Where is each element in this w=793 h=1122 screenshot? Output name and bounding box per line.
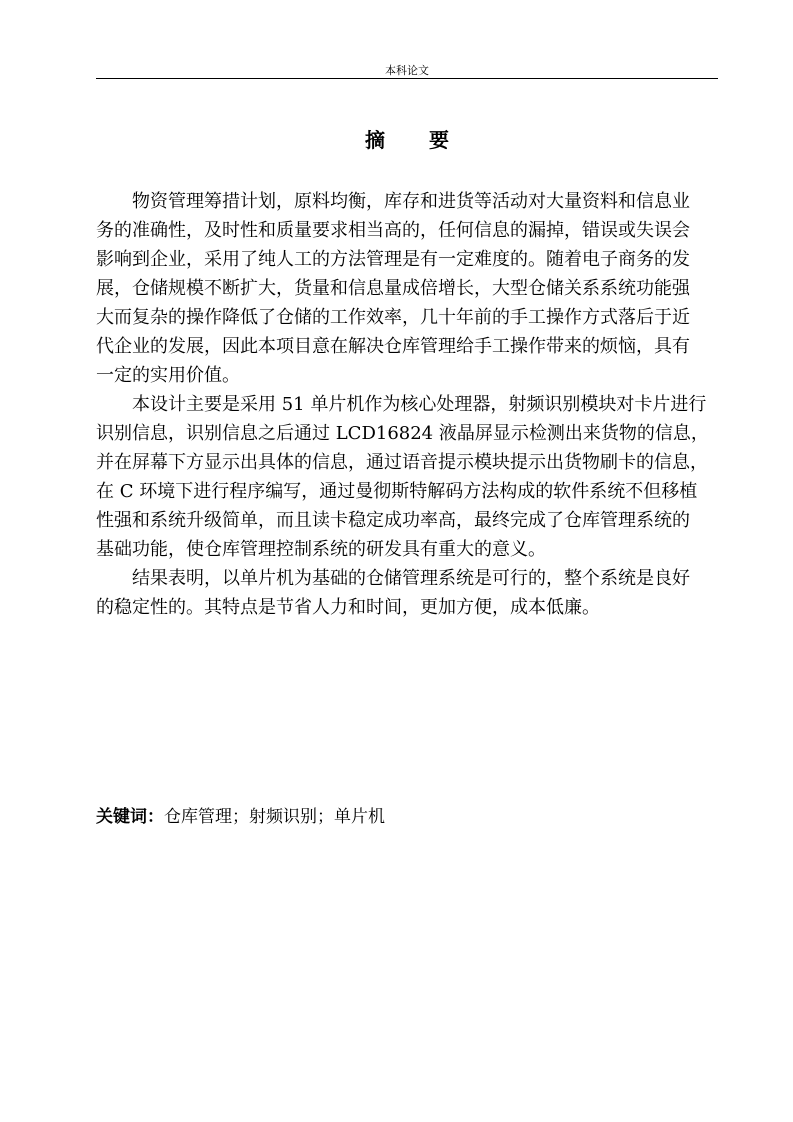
keywords-values: 仓库管理；射频识别；单片机 bbox=[164, 807, 385, 827]
header-rule bbox=[96, 78, 718, 79]
abstract-line: 基础功能，使仓库管理控制系统的研发具有重大的意义。 bbox=[96, 539, 546, 560]
abstract-line: 代企业的发展，因此本项目意在解决仓库管理给手工操作带来的烦恼，具有 bbox=[96, 336, 690, 357]
abstract-line: 务的准确性，及时性和质量要求相当高的，任何信息的漏掉，错误或失误会 bbox=[96, 220, 690, 241]
keywords bbox=[96, 804, 718, 830]
abstract-line: 性强和系统升级简单，而且读卡稳定成功率高，最终完成了仓库管理系统的 bbox=[96, 510, 690, 531]
abstract-title: 摘要 bbox=[365, 128, 493, 152]
abstract-line: 识别信息，识别信息之后通过 LCD16824 液晶屏显示检测出来货物的信息， bbox=[96, 423, 709, 444]
abstract-line: 并在屏幕下方显示出具体的信息，通过语音提示模块提示出货物刷卡的信息， bbox=[96, 452, 708, 473]
keywords-label: 关键词： bbox=[96, 807, 164, 827]
abstract-line: 在 C 环境下进行程序编写，通过曼彻斯特解码方法构成的软件系统不但移植 bbox=[96, 481, 698, 502]
abstract-line: 展，仓储规模不断扩大，货量和信息量成倍增长，大型仓储关系系统功能强 bbox=[96, 278, 690, 299]
abstract-body bbox=[96, 187, 720, 622]
abstract-line: 一定的实用价值。 bbox=[96, 365, 240, 386]
abstract-line: 结果表明，以单片机为基础的仓储管理系统是可行的，整个系统是良好 bbox=[96, 568, 690, 589]
abstract-line: 物资管理筹措计划，原料均衡，库存和进货等活动对大量资料和信息业 bbox=[96, 191, 690, 212]
abstract-line: 本设计主要是采用 51 单片机作为核心处理器，射频识别模块对卡片进行 bbox=[96, 394, 707, 415]
running-header: 本科论文 bbox=[385, 64, 429, 77]
abstract-line: 大而复杂的操作降低了仓储的工作效率，几十年前的手工操作方式落后于近 bbox=[96, 307, 690, 328]
abstract-line: 影响到企业，采用了纯人工的方法管理是有一定难度的。随着电子商务的发 bbox=[96, 249, 690, 270]
abstract-line: 的稳定性的。其特点是节省人力和时间，更加方便，成本低廉。 bbox=[96, 597, 600, 618]
